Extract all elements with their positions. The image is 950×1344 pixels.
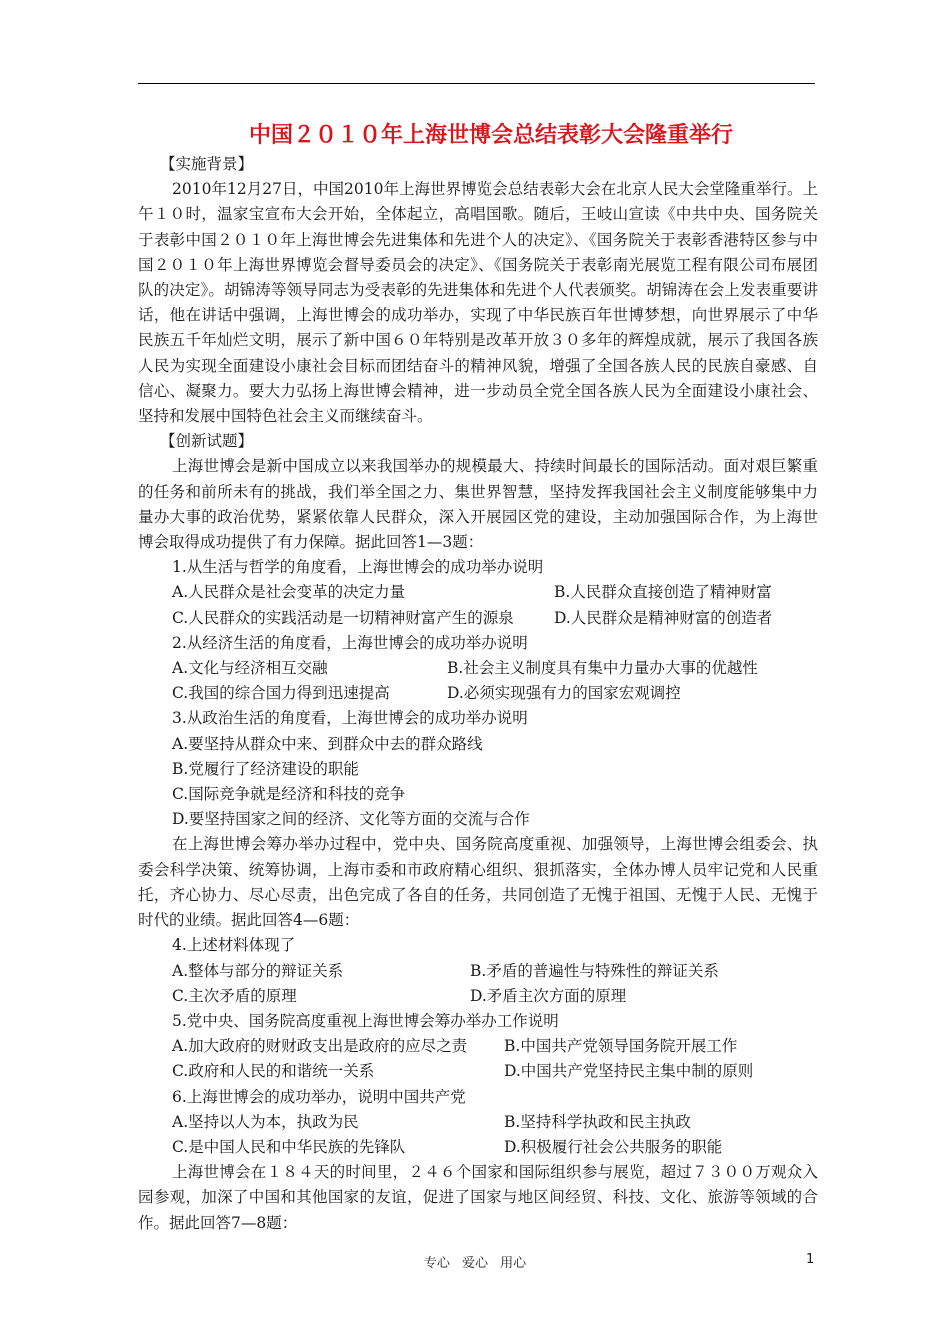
option-b: B.坚持科学执政和民主执政 [504,1112,691,1131]
question-5: 5.党中央、国务院高度重视上海世博会筹办举办工作说明 [172,1011,559,1030]
option-c: C.人民群众的实践活动是一切精神财富产生的源泉 [172,608,514,627]
question-5-options-row-2 [138,1059,818,1084]
option-a: A.要坚持从群众中来、到群众中去的群众路线 [172,734,483,753]
material-paragraph-1: 上海世博会是新中国成立以来我国举办的规模最大、持续时间最长的国际活动。面对艰巨繁重的任务和前所未有的挑战，我们举全国之力、集世界智慧，坚持发挥我国社会主义制度能够集中力量办大事的政治优势，紧紧依靠人民群众，深入开展园区党的建设，主动加强国际合作，为上海世博会取得成功提供了有力保障。据此回答1—3题： [138,457,818,552]
option-c: C.我国的综合国力得到迅速提高 [172,684,390,703]
option-b: B.中国共产党领导国务院开展工作 [504,1037,738,1056]
option-b: B.矛盾的普遍性与特殊性的辩证关系 [470,961,719,980]
question-4-options-row-1 [138,959,818,984]
material-paragraph-3: 上海世博会在１８４天的时间里，２４６个国家和国际组织参与展览，超过７３００万观众入园参观，加深了中国和其他国家的友谊，促进了国家与地区间经贸、科技、文化、旅游等领域的合作。据此回答7—8题： [138,1163,818,1232]
option-d: D.要坚持国家之间的经济、文化等方面的交流与合作 [172,810,530,829]
question-1-options-row-2 [138,606,818,631]
header-rule [138,83,815,84]
question-2-options-row-1 [138,656,818,681]
question-2: 2.从经济生活的角度看，上海世博会的成功举办说明 [172,633,528,652]
option-c: C.政府和人民的和谐统一关系 [172,1062,375,1081]
question-6-options-row-1 [138,1110,818,1135]
option-c: C.是中国人民和中华民族的先锋队 [172,1137,406,1156]
option-d: D.必须实现强有力的国家宏观调控 [447,684,681,703]
question-2-options-row-2 [138,681,818,706]
question-6-options-row-2 [138,1135,818,1160]
section-heading-questions: 【创新试题】 [160,432,254,451]
option-d: D.积极履行社会公共服务的职能 [504,1137,723,1156]
option-b: B.人民群众直接创造了精神财富 [554,583,772,602]
question-4-options-row-2 [138,984,818,1009]
option-a: A.加大政府的财财政支出是政府的应尽之责 [172,1037,468,1056]
option-b: B.党履行了经济建设的职能 [172,759,359,778]
page-number: 1 [806,1252,815,1267]
option-a: A.整体与部分的辩证关系 [172,961,344,980]
question-6: 6.上海世博会的成功举办，说明中国共产党 [172,1087,466,1106]
question-3: 3.从政治生活的角度看，上海世博会的成功举办说明 [172,709,528,728]
background-paragraph: 2010年12月27日，中国2010年上海世界博览会总结表彰大会在北京人民大会堂隆重举行。上午１０时，温家宝宣布大会开始，全体起立，高唱国歌。随后，王岐山宣读《中共中央、国务院关于表彰中国２０１０年上海世博会先进集体和先进个人的决定》、《国务院关于表彰香港特区参与中国２０１０年上海世界博览会督导委员会的决定》、《国务院关于表彰南光展览工程有限公司布展团队的决定》。胡锦涛等领导同志为受表彰的先进集体和先进个人代表颁奖。胡锦涛在会上发表重要讲话，他在讲话中强调，上海世博会的成功举办，实现了中华民族百年世博梦想，向世界展示了中华民族五千年灿烂文明，展示了新中国６０年特别是改革开放３０多年的辉煌成就，展示了我国各族人民为实现全面建设小康社会目标而团结奋斗的精神风貌，增强了全国各族人民的民族自豪感、自信心、凝聚力。要大力弘扬上海世博会精神，进一步动员全党全国各族人民为全面建设小康社会、坚持和发展中国特色社会主义而继续奋斗。 [138,180,818,426]
option-d: D.中国共产党坚持民主集中制的原则 [504,1062,754,1081]
option-d: D.矛盾主次方面的原理 [470,986,627,1005]
section-heading-background: 【实施背景】 [160,155,254,173]
page-footer: 专心 爱心 用心 [423,1256,527,1271]
material-paragraph-2: 在上海世博会筹办举办过程中，党中央、国务院高度重视、加强领导，上海世博会组委会、执委会科学决策、统筹协调，上海市委和市政府精心组织、狠抓落实，全体办博人员牢记党和人民重托，齐心协力、尽心尽责，出色完成了各自的任务，共同创造了无愧于祖国、无愧于人民、无愧于时代的业绩。据此回答4—6题： [138,835,818,930]
question-5-options-row-1 [138,1034,818,1059]
page-title: 中国２０１０年上海世博会总结表彰大会隆重举行 [248,122,733,148]
document-body [138,118,818,1236]
option-c: C.主次矛盾的原理 [172,986,297,1005]
question-1: 1.从生活与哲学的角度看，上海世博会的成功举办说明 [172,558,544,577]
option-a: A.人民群众是社会变革的决定力量 [172,583,406,602]
question-1-options-row-1 [138,580,818,605]
option-c: C.国际竞争就是经济和科技的竞争 [172,785,406,804]
option-d: D.人民群众是精神财富的创造者 [554,608,773,627]
option-a: A.文化与经济相互交融 [172,659,328,678]
option-a: A.坚持以人为本，执政为民 [172,1112,359,1131]
question-4: 4.上述材料体现了 [172,936,296,955]
option-b: B.社会主义制度具有集中力量办大事的优越性 [447,659,758,678]
